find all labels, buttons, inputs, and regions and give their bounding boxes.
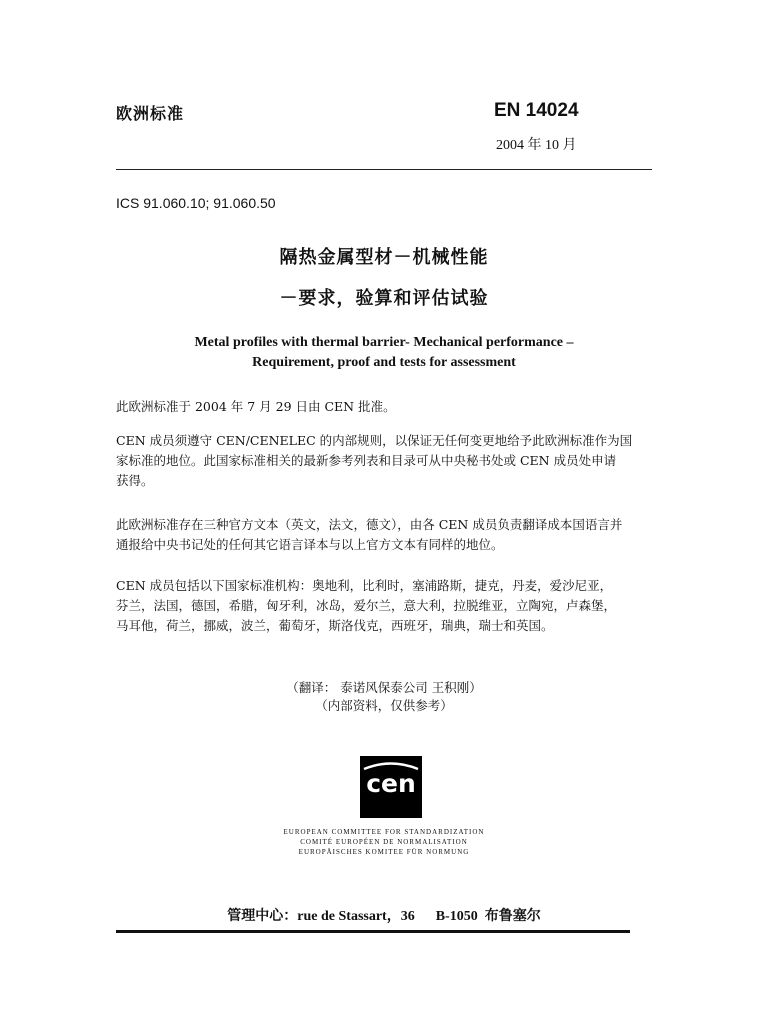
paragraph-line: 通报给中央书记处的任何其它语言译本与以上官方文本有同样的地位。 xyxy=(116,537,504,552)
rules-paragraph xyxy=(116,431,656,491)
header-org: 欧洲标准 xyxy=(116,104,185,123)
paragraph-line: CEN 成员包括以下国家标准机构：奥地利，比利时，塞浦路斯，捷克，丹麦，爱沙尼亚， xyxy=(116,578,613,593)
header-divider xyxy=(116,169,652,170)
title-zh-line1: 隔热金属型材－机械性能 xyxy=(279,247,489,268)
footer-divider xyxy=(116,930,630,933)
paragraph-line: 此欧洲标准存在三种官方文本（英文，法文，德文），由各 CEN 成员负责翻译成本国语言并 xyxy=(116,517,623,532)
versions-paragraph xyxy=(116,515,656,555)
paragraph-line: 家标准的地位。此国家标准相关的最新参考列表和目录可从中央秘书处或 CEN 成员处申请 xyxy=(116,453,617,468)
members-paragraph xyxy=(116,576,656,636)
footer-address: 管理中心：rue de Stassart，36 B-1050 布鲁塞尔 xyxy=(227,909,541,924)
cen-logo-icon xyxy=(360,756,422,818)
approval-paragraph xyxy=(116,397,656,417)
translation-note: （内部资料，仅供参考） xyxy=(315,698,453,713)
paragraph-line: 获得。 xyxy=(116,473,154,488)
title-zh-line2: －要求，验算和评估试验 xyxy=(279,288,489,309)
paragraph-line: CEN 成员须遵守 CEN/CENELEC 的内部规则，以保证无任何变更地给予此欧洲标准作为国 xyxy=(116,433,633,448)
org-name-en: EUROPEAN COMMITTEE FOR STANDARDIZATION xyxy=(283,828,485,836)
publication-date: 2004 年 10 月 xyxy=(496,138,577,153)
org-name-de: EUROPÄISCHES KOMITEE FÜR NORMUNG xyxy=(298,848,470,856)
paragraph-line: 芬兰，法国，德国，希腊，匈牙利，冰岛，爱尔兰，意大利，拉脱维亚，立陶宛，卢森堡， xyxy=(116,598,617,613)
paragraph-line: 马耳他，荷兰，挪威，波兰，葡萄牙，斯洛伐克，西班牙，瑞典，瑞士和英国。 xyxy=(116,618,554,633)
title-en-line1: Metal profiles with thermal barrier- Mechanical performance – xyxy=(194,335,574,350)
paragraph-line: 此欧洲标准于 2004 年 7 月 29 日由 CEN 批准。 xyxy=(116,399,396,414)
ics-codes: ICS 91.060.10; 91.060.50 xyxy=(116,195,276,211)
logo-text: cen xyxy=(366,769,416,798)
org-name-fr: COMITÉ EUROPÉEN DE NORMALISATION xyxy=(300,838,468,846)
translation-credit: （翻译： 泰诺风保泰公司 王积刚） xyxy=(286,680,482,695)
standard-number: EN 14024 xyxy=(494,100,579,121)
title-en-line2: Requirement, proof and tests for assessment xyxy=(252,355,516,370)
